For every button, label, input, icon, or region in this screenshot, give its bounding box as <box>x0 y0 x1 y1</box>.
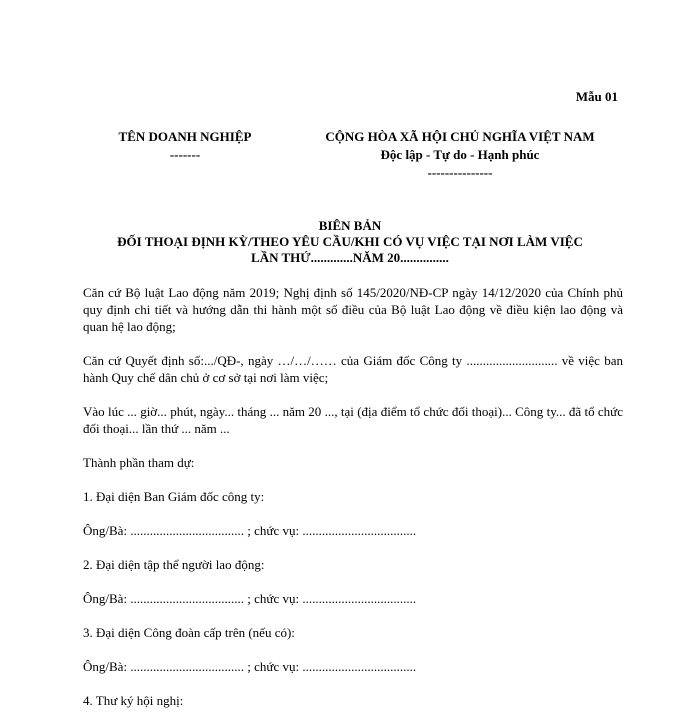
participants-heading: Thành phần tham dự: <box>83 455 195 470</box>
meeting-time: Vào lúc ... giờ... phút, ngày... tháng ... năm 20 ..., tại (địa điểm tổ chức đối thoại)... Công ty... đã tổ chức đối thoại... lần thứ ... năm ... <box>83 404 623 436</box>
company-header <box>80 128 290 164</box>
person-union: Ông/Bà: ................................... ; chức vụ: ................................... <box>83 659 417 674</box>
company-name: TÊN DOANH NGHIỆP <box>118 129 252 144</box>
title-line-3: LẦN THỨ.............NĂM 20............... <box>251 250 449 265</box>
document-title <box>60 218 640 266</box>
form-code: Mẫu 01 <box>575 89 618 104</box>
legal-basis-2: Căn cứ Quyết định số:.../QĐ-, ngày …/…/…… của Giám đốc Công ty ............................ về việc ban hành Quy chế dân chủ ở cơ sở tại nơi làm việc; <box>83 353 623 385</box>
national-header <box>290 128 630 182</box>
section-employees: 2. Đại diện tập thể người lao động: <box>83 557 265 572</box>
national-motto: Độc lập - Tự do - Hạnh phúc <box>380 147 540 162</box>
country-name: CỘNG HÒA XÃ HỘI CHỦ NGHĨA VIỆT NAM <box>325 129 595 144</box>
title-line-2: ĐỐI THOẠI ĐỊNH KỲ/THEO YÊU CẦU/KHI CÓ VỤ VIỆC TẠI NƠI LÀM VIỆC <box>117 234 583 249</box>
legal-basis-1: Căn cứ Bộ luật Lao động năm 2019; Nghị định số 145/2020/NĐ-CP ngày 14/12/2020 của Chính phủ quy định chi tiết và hướng dẫn thi hành một số điều của Bộ luật Lao động về điều kiện lao động và quan hệ lao động; <box>83 285 623 334</box>
person-employees: Ông/Bà: ................................... ; chức vụ: ................................... <box>83 591 417 606</box>
person-management: Ông/Bà: ................................... ; chức vụ: ................................... <box>83 523 417 538</box>
section-management: 1. Đại diện Ban Giám đốc công ty: <box>83 489 265 504</box>
motto-divider: --------------- <box>427 165 493 180</box>
title-line-1: BIÊN BẢN <box>318 218 382 233</box>
company-divider: ------- <box>169 147 201 162</box>
section-secretary: 4. Thư ký hội nghị: <box>83 693 184 708</box>
document-body <box>83 284 623 726</box>
section-union: 3. Đại diện Công đoàn cấp trên (nếu có): <box>83 625 295 640</box>
